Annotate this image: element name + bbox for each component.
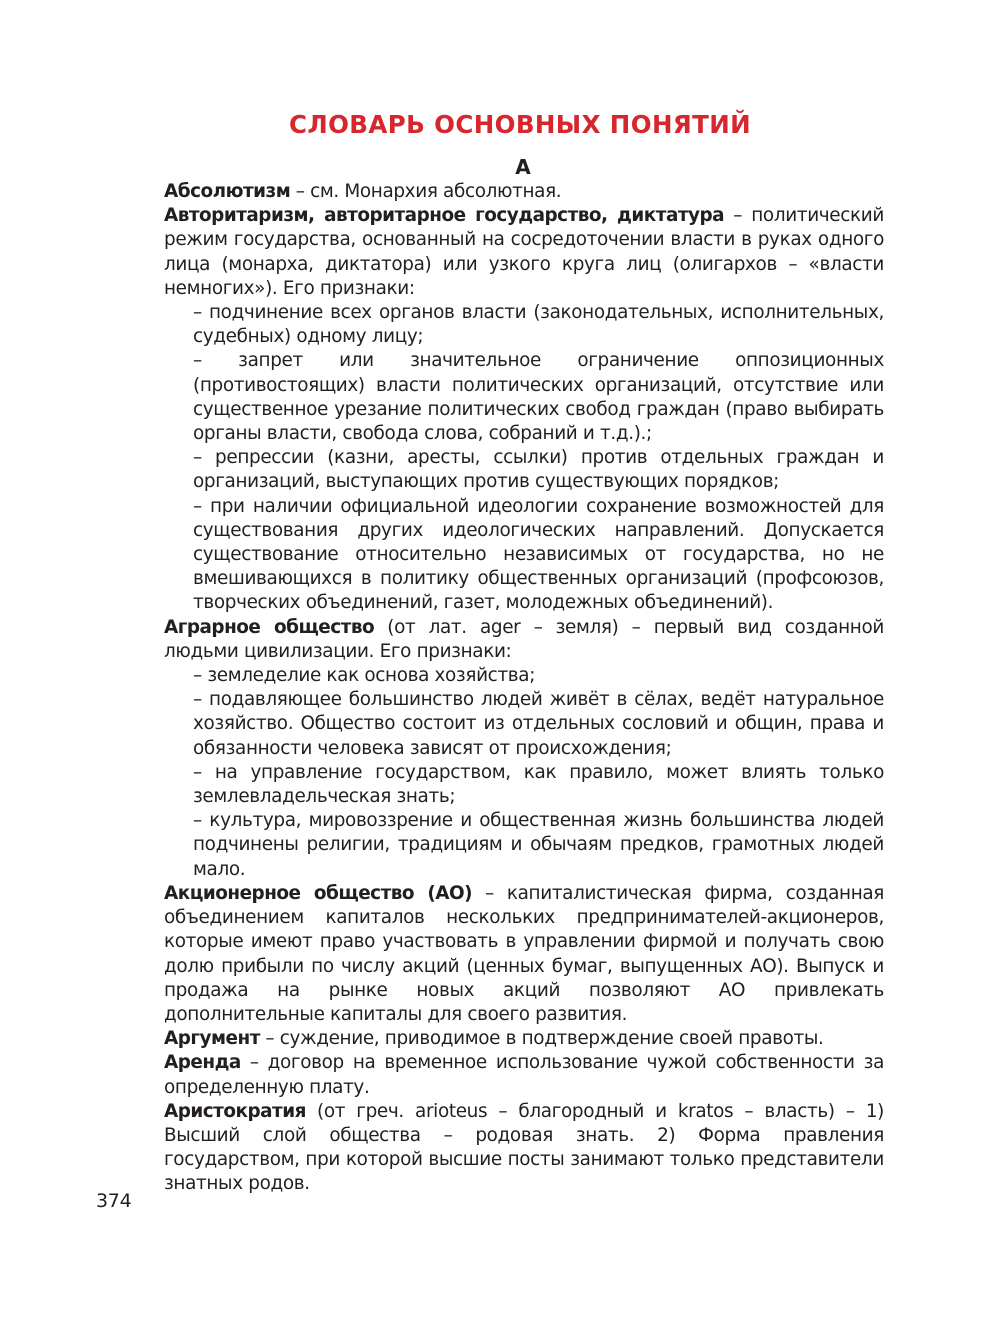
glossary-entry bbox=[164, 882, 884, 1027]
entry-term: Аренда bbox=[164, 1052, 241, 1074]
entry-definition: (от греч. arioteus – благородный и kratos – власть) – 1) Высший слой общества – родовая знать. 2) Форма правления государством, при которой высшие посты занимают только представители знатных родов. bbox=[164, 1100, 884, 1195]
entry-definition: – капиталистическая фирма, созданная объединением капиталов нескольких предпринимателей-акционеров, которые имеют право участвовать в управлении фирмой и получать свою долю прибыли по числу акций (ценных бумаг, выпущенных АО). Выпуск и продажа на рынке новых акций позволяют АО привлекать дополнительные капиталы для своего развития. bbox=[164, 882, 885, 1025]
entry-list-item: – подавляющее большинство людей живёт в сёлах, ведёт натуральное хозяйство. Общество состоит из отдельных сословий и общин, права и обязанности человека зависят от происхождения; bbox=[193, 689, 884, 759]
entry-list-item: – запрет или значительное ограничение оппозиционных (противостоящих) власти политических организаций, отсутствие или существенное урезание политических свобод граждан (право выбирать органы власти, свобода слова, собраний и т.д.).; bbox=[193, 350, 884, 445]
section-letter: А bbox=[515, 155, 531, 179]
entry-term: Авторитаризм, авторитарное государство, диктатура bbox=[164, 205, 725, 227]
entry-term: Аргумент bbox=[164, 1028, 260, 1050]
entry-definition: – см. Монархия абсолютная. bbox=[290, 181, 562, 202]
glossary-content bbox=[164, 180, 884, 1197]
entry-list-item: – подчинение всех органов власти (законодательных, исполнительных, судебных) одному лицу; bbox=[193, 302, 884, 348]
glossary-entry bbox=[164, 180, 884, 204]
entry-definition: (от лат. ager – земля) – первый вид созданной людьми цивилизации. Его признаки: bbox=[164, 616, 884, 662]
glossary-entry bbox=[164, 616, 884, 664]
glossary-entry bbox=[164, 1051, 884, 1099]
entry-list-item: – репрессии (казни, аресты, ссылки) против отдельных граждан и организаций, выступающих против существующих порядков; bbox=[193, 447, 884, 493]
entry-definition: – суждение, приводимое в подтверждение своей правоты. bbox=[259, 1028, 824, 1050]
entry-term: Абсолютизм bbox=[164, 181, 291, 202]
entry-term: Аграрное общество bbox=[164, 616, 375, 638]
entry-term: Акционерное общество (АО) bbox=[164, 882, 473, 904]
page-number: 374 bbox=[96, 1190, 132, 1212]
entry-list-item: – культура, мировоззрение и общественная жизнь большинства людей подчинены религии, традициям и обычаям предков, грамотных людей мало. bbox=[193, 810, 884, 880]
glossary-entry bbox=[164, 204, 884, 301]
glossary-entry bbox=[164, 1100, 884, 1197]
entry-definition: – договор на временное использование чужой собственности за определенную плату. bbox=[164, 1052, 884, 1098]
entry-list-item: – земледелие как основа хозяйства; bbox=[193, 665, 536, 687]
page-title: СЛОВАРЬ ОСНОВНЫХ ПОНЯТИЙ bbox=[288, 110, 752, 139]
entry-definition: – политический режим государства, основанный на сосредоточении власти в руках одного лица (монарха, диктатора) или узкого круга лиц (олигархов – «власти немногих»). Его признаки: bbox=[164, 205, 884, 299]
glossary-entry bbox=[164, 1027, 884, 1051]
entry-term: Аристократия bbox=[164, 1100, 306, 1122]
entry-list-item: – на управление государством, как правило, может влиять только землевладельческая знать; bbox=[193, 761, 884, 808]
entry-list-item: – при наличии официальной идеологии сохранение возможностей для существования других идеологических направлений. Допускается существование относительно независимых от государства, но не вмешивающихся в политику общественных организаций (профсоюзов, творческих объединений, газет, молодежных объединений). bbox=[193, 495, 884, 614]
